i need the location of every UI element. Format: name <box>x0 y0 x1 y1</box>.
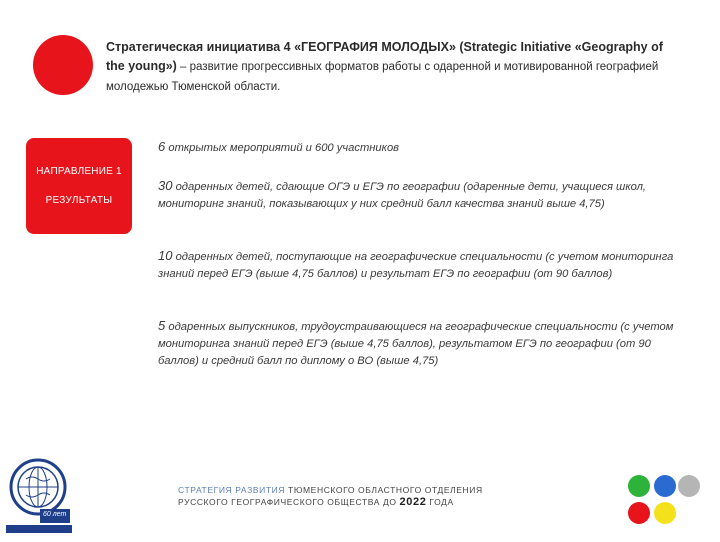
red-circle-decoration <box>33 35 93 95</box>
result-text: одаренных детей, поступающие на географические специальности (с учетом мониторинга знаний перед ЕГЭ (выше 4,75 баллов) и результат ЕГЭ по географии (от 90 баллов) <box>158 251 674 280</box>
result-number: 10 <box>158 248 173 263</box>
slide-header <box>106 38 666 97</box>
red-circle <box>628 502 650 524</box>
result-item <box>158 177 688 213</box>
result-text: одаренных детей, сдающие ОГЭ и ЕГЭ по географии (одаренные дети, учащиеся школ, мониторинг знаний, показывающих у них средний балл качества знаний выше 4,75) <box>158 181 647 210</box>
footer-line-1 <box>178 484 538 496</box>
direction-box <box>26 138 132 234</box>
yellow-circle <box>654 502 676 524</box>
footer-accent: СТРАТЕГИЯ РАЗВИТИЯ <box>178 485 286 495</box>
green-circle <box>628 475 650 497</box>
logo-badge: 60 лет <box>43 511 67 518</box>
grey-circle <box>678 475 700 497</box>
result-text: одаренных выпускников, трудоустраивающиеся на географические специальности (с учетом мониторинга знаний перед ЕГЭ (выше 4,75 баллов), результатом ЕГЭ по географии (от 90 баллов) и средний балл по диплому о ВО (выше 4,75) <box>158 321 674 367</box>
result-number: 30 <box>158 178 173 193</box>
result-item <box>158 317 688 370</box>
result-text: открытых мероприятий и 600 участников <box>165 142 400 154</box>
result-item <box>158 247 688 283</box>
rgo-globe-emblem-icon <box>4 457 74 537</box>
initiative-description: – развитие прогрессивных форматов работы с одаренной и мотивированной географией молодежью Тюменской области. <box>106 61 659 93</box>
direction-title: НАПРАВЛЕНИЕ 1 <box>36 166 122 177</box>
initiative-title: Стратегическая инициатива 4 «ГЕОГРАФИЯ МОЛОДЫХ» (Strategic Initiative «Geography of the young») <box>106 40 663 73</box>
result-number: 5 <box>158 318 166 333</box>
footer-line2-post: ГОДА <box>426 497 454 507</box>
result-number: 6 <box>158 139 166 154</box>
direction-subtitle: РЕЗУЛЬТАТЫ <box>45 195 113 206</box>
footer-caption <box>178 484 538 508</box>
footer-line1-text: ТЮМЕНСКОГО ОБЛАСТНОГО ОТДЕЛЕНИЯ <box>285 485 483 495</box>
blue-circle <box>654 475 676 497</box>
color-circles-logo <box>622 472 714 532</box>
footer-year: 2022 <box>399 496 427 508</box>
result-item <box>158 138 688 157</box>
footer-line2-pre: РУССКОГО ГЕОГРАФИЧЕСКОГО ОБЩЕСТВА ДО <box>178 497 400 507</box>
footer-line-2 <box>178 496 538 508</box>
